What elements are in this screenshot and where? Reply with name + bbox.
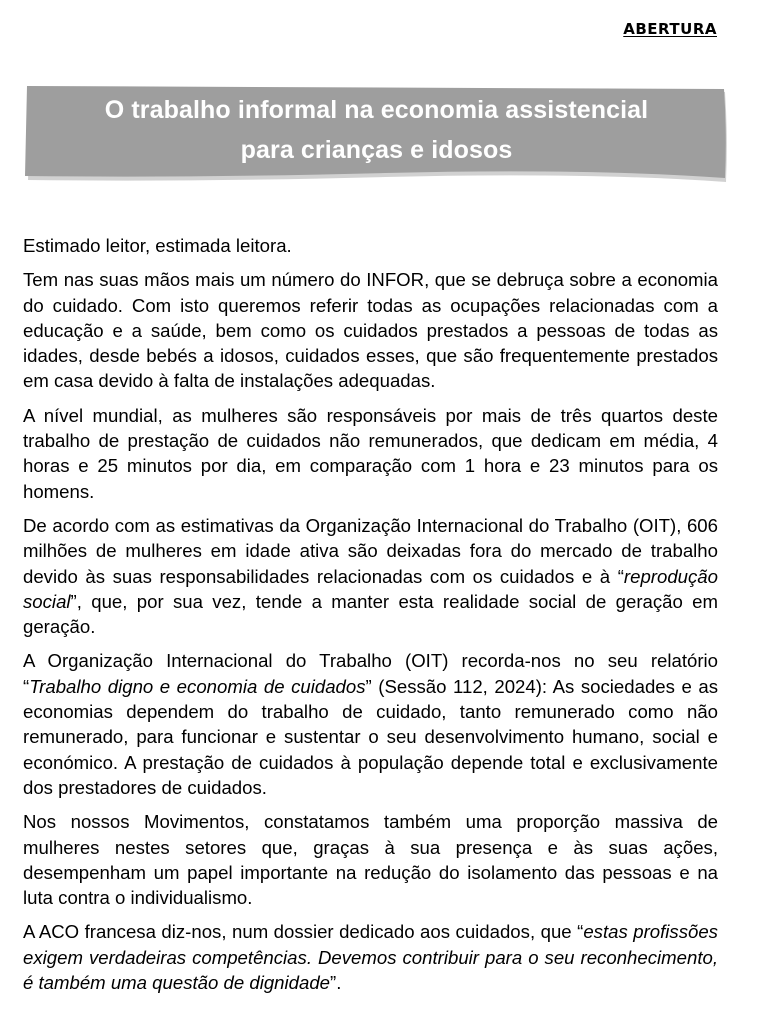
page-title [25, 90, 728, 170]
title-banner [25, 84, 728, 184]
paragraph-4-text: A Organização Internacional do Trabalho (OIT) recorda-nos no seu relatório “ [23, 650, 718, 697]
paragraph-6-text: A ACO francesa diz-nos, num dossier dedicado aos cuidados, que “ [23, 921, 584, 943]
paragraph-1: Tem nas suas mãos mais um número do INFOR, que se debruça sobre a economia do cuidado. Com isto queremos referir todas as ocupações relacionadas com a educação e a saúde, bem como os cuidados prestados a pessoas de todas as idades, desde bebés a idosos, cuidados esses, que são frequentemente prestados em casa devido à falta de instalações adequadas. [23, 269, 718, 392]
title-line-1: O trabalho informal na economia assistencial [104, 96, 649, 124]
paragraph-2: A nível mundial, as mulheres são responsáveis por mais de três quartos deste trabalho de prestação de cuidados não remunerados, que dedicam em média, 4 horas e 25 minutos por dia, em comparação com 1 hora e 23 minutos para os homens. [23, 404, 718, 502]
paragraph-4-italic: Trabalho digno e economia de cuidados [29, 675, 366, 697]
paragraph-6-text-end: ”. [330, 972, 342, 994]
paragraph-4-text-end: ” (Sessão 112, 2024): As sociedades e as economias dependem do trabalho de cuidado, tanto remunerado como não remunerado, para funcionar e sustentar o seu desenvolvimento humano, social e económico. A prestação de cuidados à população depende total e exclusivamente dos prestadores de cuidados. [23, 675, 718, 798]
paragraph-6 [23, 919, 718, 995]
title-line-2: para crianças e idosos [240, 136, 513, 164]
paragraph-3 [23, 513, 718, 639]
paragraph-3-text: De acordo com as estimativas da Organização Internacional do Trabalho (OIT), 606 milhões de mulheres em idade ativa são deixadas fora do mercado de trabalho devido às suas responsabilidades relacionadas com os cuidados e à “ [23, 514, 718, 587]
paragraph-4 [23, 648, 718, 800]
paragraph-3-text-end: ”, que, por sua vez, tende a manter esta realidade social de geração em geração. [23, 590, 718, 638]
article-body [23, 233, 718, 1004]
section-label: ABERTURA [623, 20, 717, 38]
paragraph-3-italic: reprodução social [23, 565, 718, 612]
paragraph-5: Nos nossos Movimentos, constatamos também uma proporção massiva de mulheres nestes setores que, graças à sua presença e às suas ações, desempenham um papel importante na redução do isolamento das pessoas e na luta contra o individualismo. [23, 811, 718, 909]
paragraph-greeting: Estimado leitor, estimada leitora. [23, 235, 292, 256]
paragraph-6-italic: estas profissões exigem verdadeiras competências. Devemos contribuir para o seu reconhecimento, é também uma questão de dignidade [23, 921, 718, 994]
